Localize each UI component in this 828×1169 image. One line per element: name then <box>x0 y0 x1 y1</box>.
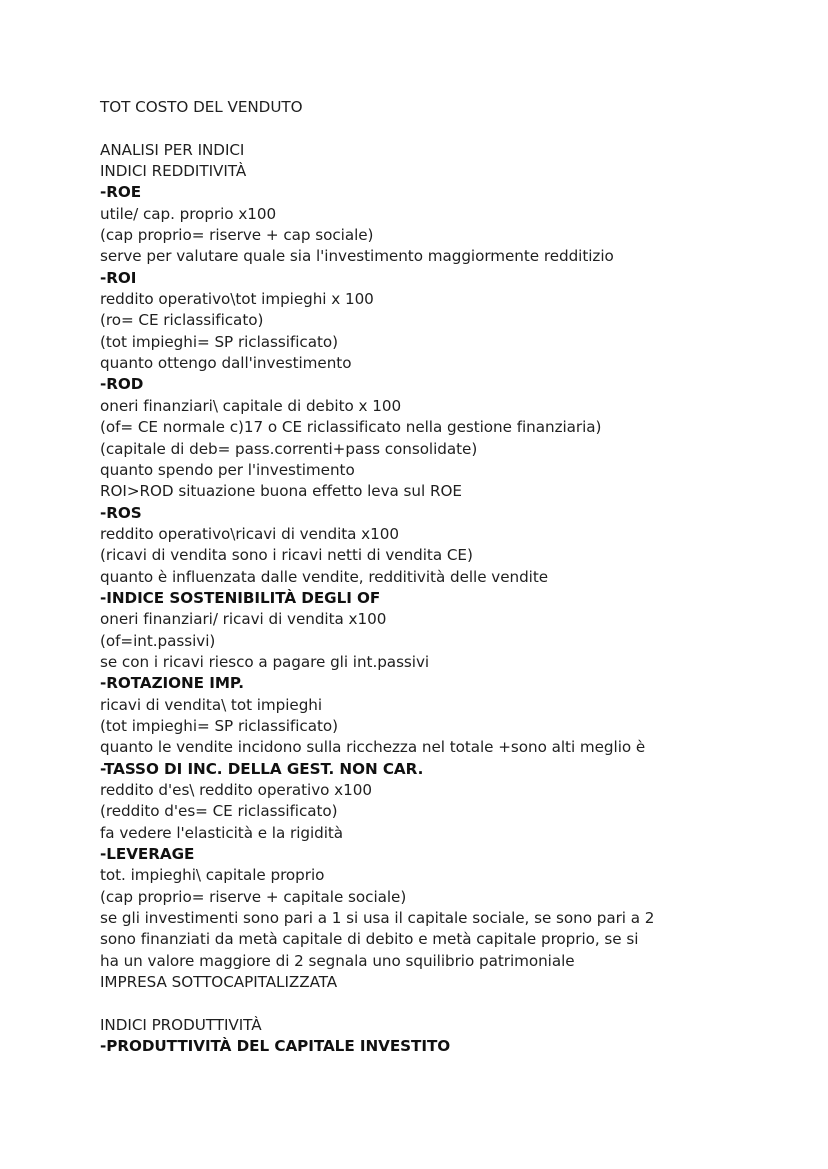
text-line: quanto ottengo dall'investimento <box>100 354 352 373</box>
text-line: quanto è influenzata dalle vendite, redditività delle vendite <box>100 567 549 586</box>
text-line: (of= CE normale c)17 o CE riclassificato nella gestione finanziaria) <box>100 418 602 437</box>
text-line: ricavi di vendita\ tot impieghi <box>100 695 323 714</box>
text-line: reddito operativo\tot impieghi x 100 <box>100 290 374 309</box>
blank-line <box>100 993 768 1014</box>
blank-line <box>100 118 768 139</box>
text-line: (cap proprio= riserve + cap sociale) <box>100 226 374 245</box>
text-line: (cap proprio= riserve + capitale sociale) <box>100 887 407 906</box>
text-line: ha un valore maggiore di 2 segnala uno squilibrio patrimoniale <box>100 951 575 970</box>
text-line: (reddito d'es= CE riclassificato) <box>100 802 338 821</box>
text-line: serve per valutare quale sia l'investimento maggiormente redditizio <box>100 247 614 266</box>
text-line: ROI>ROD situazione buona effetto leva sul ROE <box>100 482 462 501</box>
text-line: fa vedere l'elasticità e la rigidità <box>100 823 344 842</box>
text-line: (tot impieghi= SP riclassificato) <box>100 716 338 735</box>
section-heading: -ROD <box>100 375 144 394</box>
section-heading: -ROI <box>100 268 137 287</box>
section-heading: -ROS <box>100 503 142 522</box>
text-line: reddito d'es\ reddito operativo x100 <box>100 781 372 799</box>
section-heading: -TASSO DI INC. DELLA GEST. NON CAR. <box>100 759 424 778</box>
section-heading: -ROE <box>100 183 142 202</box>
text-line: oneri finanziari\ capitale di debito x 100 <box>100 396 402 415</box>
text-line: ANALISI PER INDICI <box>100 140 245 159</box>
text-line: (tot impieghi= SP riclassificato) <box>100 332 338 351</box>
text-line: tot. impieghi\ capitale proprio <box>100 866 325 885</box>
text-line: oneri finanziari/ ricavi di vendita x100 <box>100 610 387 629</box>
text-line: TOT COSTO DEL VENDUTO <box>100 98 303 116</box>
text-line: (of=int.passivi) <box>100 631 216 650</box>
text-line: (capitale di deb= pass.correnti+pass consolidate) <box>100 439 478 458</box>
text-line: (ro= CE riclassificato) <box>100 311 264 330</box>
text-line: IMPRESA SOTTOCAPITALIZZATA <box>100 973 338 992</box>
text-line: quanto le vendite incidono sulla ricchezza nel totale +sono alti meglio è <box>100 738 646 757</box>
section-heading: -ROTAZIONE IMP. <box>100 674 244 693</box>
section-heading: -INDICE SOSTENIBILITÀ DEGLI OF <box>100 588 381 607</box>
text-line: sono finanziati da metà capitale di debito e metà capitale proprio, se si <box>100 930 639 949</box>
document-body <box>100 97 768 1057</box>
text-line: INDICI REDDITIVITÀ <box>100 162 247 181</box>
text-line: se con i ricavi riesco a pagare gli int.passivi <box>100 652 430 671</box>
text-line: utile/ cap. proprio x100 <box>100 204 277 223</box>
text-line: (ricavi di vendita sono i ricavi netti di vendita CE) <box>100 546 473 565</box>
section-heading: -PRODUTTIVITÀ DEL CAPITALE INVESTITO <box>100 1037 451 1056</box>
text-line: se gli investimenti sono pari a 1 si usa il capitale sociale, se sono pari a 2 <box>100 909 655 928</box>
text-line: INDICI PRODUTTIVITÀ <box>100 1015 262 1034</box>
section-heading: -LEVERAGE <box>100 845 195 864</box>
text-line: quanto spendo per l'investimento <box>100 460 355 479</box>
text-line: reddito operativo\ricavi di vendita x100 <box>100 524 399 543</box>
